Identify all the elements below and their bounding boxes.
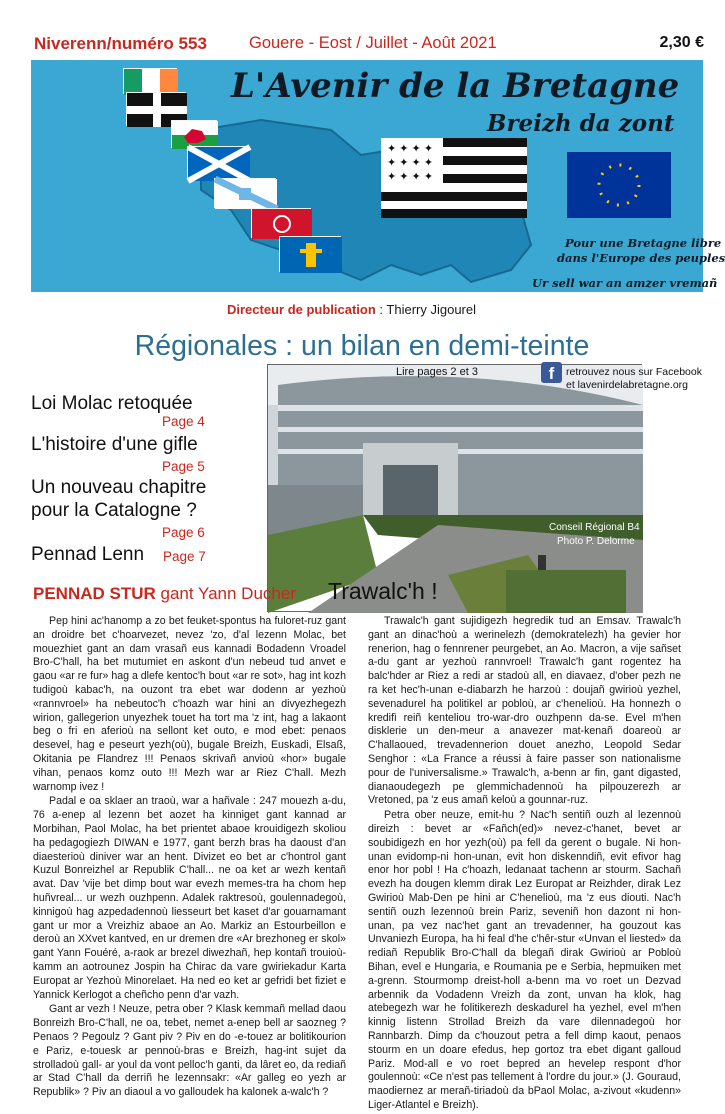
cover-photo [267,364,642,612]
publication-director [227,302,476,317]
facebook-promo [566,366,702,392]
teaser-title: Loi Molac retoquée [31,393,193,414]
article-paragraph: Padal e oa sklaer an traoù, war a hañvale : 247 mouezh a-du, 76 a-enep al lezenn bet aozet ha kinniget gant kannad ar Morbihan, Paol Molac, ha bet prientet abaoe krouidigezh skoliou ha pedagogiezh DIWAN e 1977, gant berzh bras ha daoust d'an diaesterioù diniver war an hent. Divizet eo bet ar c'hontrol gant Kuzul Bonreizhel ar Republik C'hall... ne oa ket ar wezh kentañ avat. Dav 'vije bet dimp bout war evezh memes-tra ha chom hep huñvreal... ur wezh ouzhpenn. Adalek raktresoù, goulennadegoù, kinnigoù hag azpedadennoù liesseurt bet kaset d'ar gouarnamant gant ur mor a Vreizhiz abaoe an Ao. Markiz an Estourbeillon e deroù an XXvet kantved, en ur dremen dre «Ar brezhoneg er skol» gant Yann Fouéré, a-raok ar brezel diwezhañ, hep kontañ trouioù-kamm an aotrounez Jospin ha Chirac da vare gwiriekadur Karta Europat ar Yezhoù Minorelaet. Ha ned eo ket ar gefridi bet fiziet e Yannick Kerlogot a cheñcho penn d'ar vazh. [33,795,346,1001]
see-pages-note: Lire pages 2 et 3 [396,366,478,378]
editorial-author: gant Yann Ducher [155,584,296,603]
newspaper-title: L'Avenir de la Bretagne [231,66,680,106]
svg-text:✦ ✦ ✦ ✦: ✦ ✦ ✦ ✦ [387,157,434,169]
irish-flag-icon [123,68,177,94]
slogan-line-2: dans l'Europe des peuples [557,251,725,265]
teaser-page: Page 5 [162,459,205,474]
editorial-title: Trawalc'h ! [328,578,438,604]
teaser-catalogne-line2 [31,500,197,522]
teaser-pennad-lenn [31,544,144,566]
slogan-line-3: Ur sell war an amzer vremañ [532,276,718,290]
welsh-flag-icon [171,120,217,148]
manx-flag-icon [251,208,311,238]
teaser-gifle [31,434,198,456]
svg-text:✦ ✦ ✦ ✦: ✦ ✦ ✦ ✦ [387,143,434,155]
masthead-banner [31,60,725,292]
breton-flag-icon [381,138,527,218]
article-paragraph: Petra ober neuze, emit-hu ? Nac'h sentiñ ouzh al lezennoù direizh : bevet ar «Fañch(ed)» nevez-c'hanet, bevet ar soubidigezh en hor yezh(où) pa fell da gerent o bugale. Ni hon-unan evidomp-ni hon-unan, evit hon diskenndiñ, evit efivor hag enor hor pobl ! Ha c'hoazh, ledanaat tachenn ar stourm. Sachañ evezh ha dougen klemm dirak Lez Europat ar Reizhder, dirak Lez Gwirioù Mab-Den pe hini ar C'henelioù, ma 'z eus diouti. Nac'h sentiñ ouzh lezennoù brein Pariz, seveniñ hon dazont ni hon-unan, pa vez nac'het gant an trevadenner, ha gouzout kas Unvaniezh Europa, ha hi feal d'he c'hêr-stur «Unvan el liested» da rediañ Republik Bro-C'hall da blegañ dirak Gwirioù ar Pobloù Bihan, evel e Hungaria, e Roumania pe e Serbia, hepmuiken met a-grenn. Stourmomp dreist-holl a-benn ma vo roet un Dezvad arbennik da Vodadenn Vreizh da zont, unvan ha klok, hag atebegezh war he folitikerezh deskadurel ha yezhel, evel m'hen kinnig listenn Strollad Breizh da vare dilennadegoù hor Rannbarzh. Dimp da c'houzout petra a fell dimp kaout, penaos stourm en un doare efedus, hep gortoz tra ebet digant galloud Pariz. Mod-all e vo roet bepred an hevelep respont d'hor goulennoù: «Ce n'est pas tellement à l'ordre du jour.» (J. Gouraud, maodiernez ar merañ-tiriadoù da bPaol Molac, a-zivout «kudenn» Liger-Atlantel e Breizh). [368,809,681,1111]
issue-number: Niverenn/numéro 553 [34,34,207,53]
regional-council-building-image [268,365,643,613]
facebook-promo-line1: retrouvez nous sur Facebook [566,366,702,378]
teaser-title: Un nouveau chapitre [31,477,207,498]
masthead-line [34,34,704,58]
eu-flag-icon [567,152,671,218]
director-name: : Thierry Jigourel [375,302,476,317]
teaser-title: pour la Catalogne ? [31,500,197,521]
article-paragraph: Gant ar vezh ! Neuze, petra ober ? Klask kemmañ mellad daou Bonreizh Bro-C'hall, ne oa, tebet, nemet a-enep bell ar saozneg ? Penaos ? Pegoulz ? Gant piv ? Piv en do -e-touez ar bolitikourion e Pariz, e-touesk ar pennoù-bras e Breizh, hag-int sujet da strolladoù gall- ar youl da vont pelloc'h ganti, da lâret eo, da rediañ ar Stad C'hall da derriñ he lezennsakr: «Ar galleg eo yezh ar Republik» ? Piv an diaoul a vo galloudek ha kalonek a-walc'h ? [33,1003,346,1099]
svg-text:✦ ✦ ✦ ✦: ✦ ✦ ✦ ✦ [387,171,434,183]
main-headline: Régionales : un bilan en demi-teinte [134,330,590,362]
photo-credit: Photo P. Delorme [557,536,635,547]
teaser-page: Page 7 [163,549,206,564]
galician-flag-icon [214,178,276,208]
scottish-flag-icon [187,146,249,180]
teaser-title: L'histoire d'une gifle [31,434,198,455]
newspaper-subtitle: Breizh da zont [487,110,675,137]
slogan-line-1: Pour une Bretagne libre [565,236,722,250]
director-label: Directeur de publication [227,302,376,317]
article-column-left [33,615,346,1101]
issue-dates: Gouere - Eost / Juillet - Août 2021 [249,34,497,52]
article-paragraph: Trawalc'h gant sujidigezh hegredik tud an Emsav. Trawalc'h gant an dinac'hoù a werinelezh (demokratelezh) ha gevier hor renerion, hag o fennrener peurgebet, an Ao. Macron, a vije sañset a-du gant ar yezhoù rannvroel! Trawalc'h gant rogentez ha balc'hder ar Riez a redi ar stadoù all, en diavaez, d'ober pezh ne ra ket hec'h-unan e-diabarzh he harzoù : doujañ gwirioù yezhel, sevenadurel ha politikel ar pobloù, ar c'henelioù. Ha honnezh o kredifì reiñ kenteliou tro-war-dro ouzhpenn da-se. Evel m'hen disklerie un den-meur a anavezer mat-kenañ doareoù ar C'hallaoued, trevadennerion douet anezho, Leopold Sedar Senghor : «La France a réussi à faire passer son nationalisme pour de l'universalisme.» Trawalc'h, a-benn ar fin, gant digasted, dianaoudegezh pe glemmichadennoù ha pilpouzerezh ar Vretoned, pa 'z eus amañ keloù a gounnar-ruz. [368,615,681,807]
issue-price: 2,30 € [659,34,704,51]
photo-caption: Conseil Régional B4 [549,522,640,533]
article-column-right [368,615,681,1114]
facebook-icon[interactable]: f [541,362,562,383]
asturian-flag-icon [279,236,341,272]
teaser-loi-molac [31,393,193,415]
teaser-page: Page 6 [162,525,205,540]
teaser-title: Pennad Lenn [31,544,145,565]
teaser-page: Page 4 [162,414,205,429]
website-link[interactable]: et lavenirdelabretagne.org [566,379,689,391]
editorial-heading [33,584,296,604]
teaser-catalogne-line1 [31,477,206,499]
article-paragraph: Pep hini ac'hanomp a zo bet feuket-spontus ha fuloret-ruz gant an droidre bet c'hoarvezet, nevez 'zo, d'al lezenn Molac, bet mouezhiet gant an dam vrasañ eus kannadi Bodadenn Vroadel Bro-C'hall, ha bet mutumiet en askont d'un nebeud tud anvet e gaou «ar re fur» hag a dlefe kentoc'h bout «ar re sot», hag int kozh tudigoù kabac'h, na ouzont tra ebet war dodenn ar yezhoù «rannvroel» ha nebeutoc'h c'hoazh war hini an divyezhegezh wirion, gallegerion unyezhek touet ha tort ma 'z int, hag a lakaont beg o fri en aferioù na sellont ket outo, e mod ebet: penaos desevel, hag e peseurt yezh(où), bugale Breizh, Euskadi, Elsaß, Okitania pe Flandrez !!! Penaos skrivañ anvioù «hor» bugale vihan, penaos komz outo !!! Mezh war ar Riez C'hall. Mezh warnomp ivez ! [33,615,346,793]
editorial-label: PENNAD STUR [33,584,156,603]
